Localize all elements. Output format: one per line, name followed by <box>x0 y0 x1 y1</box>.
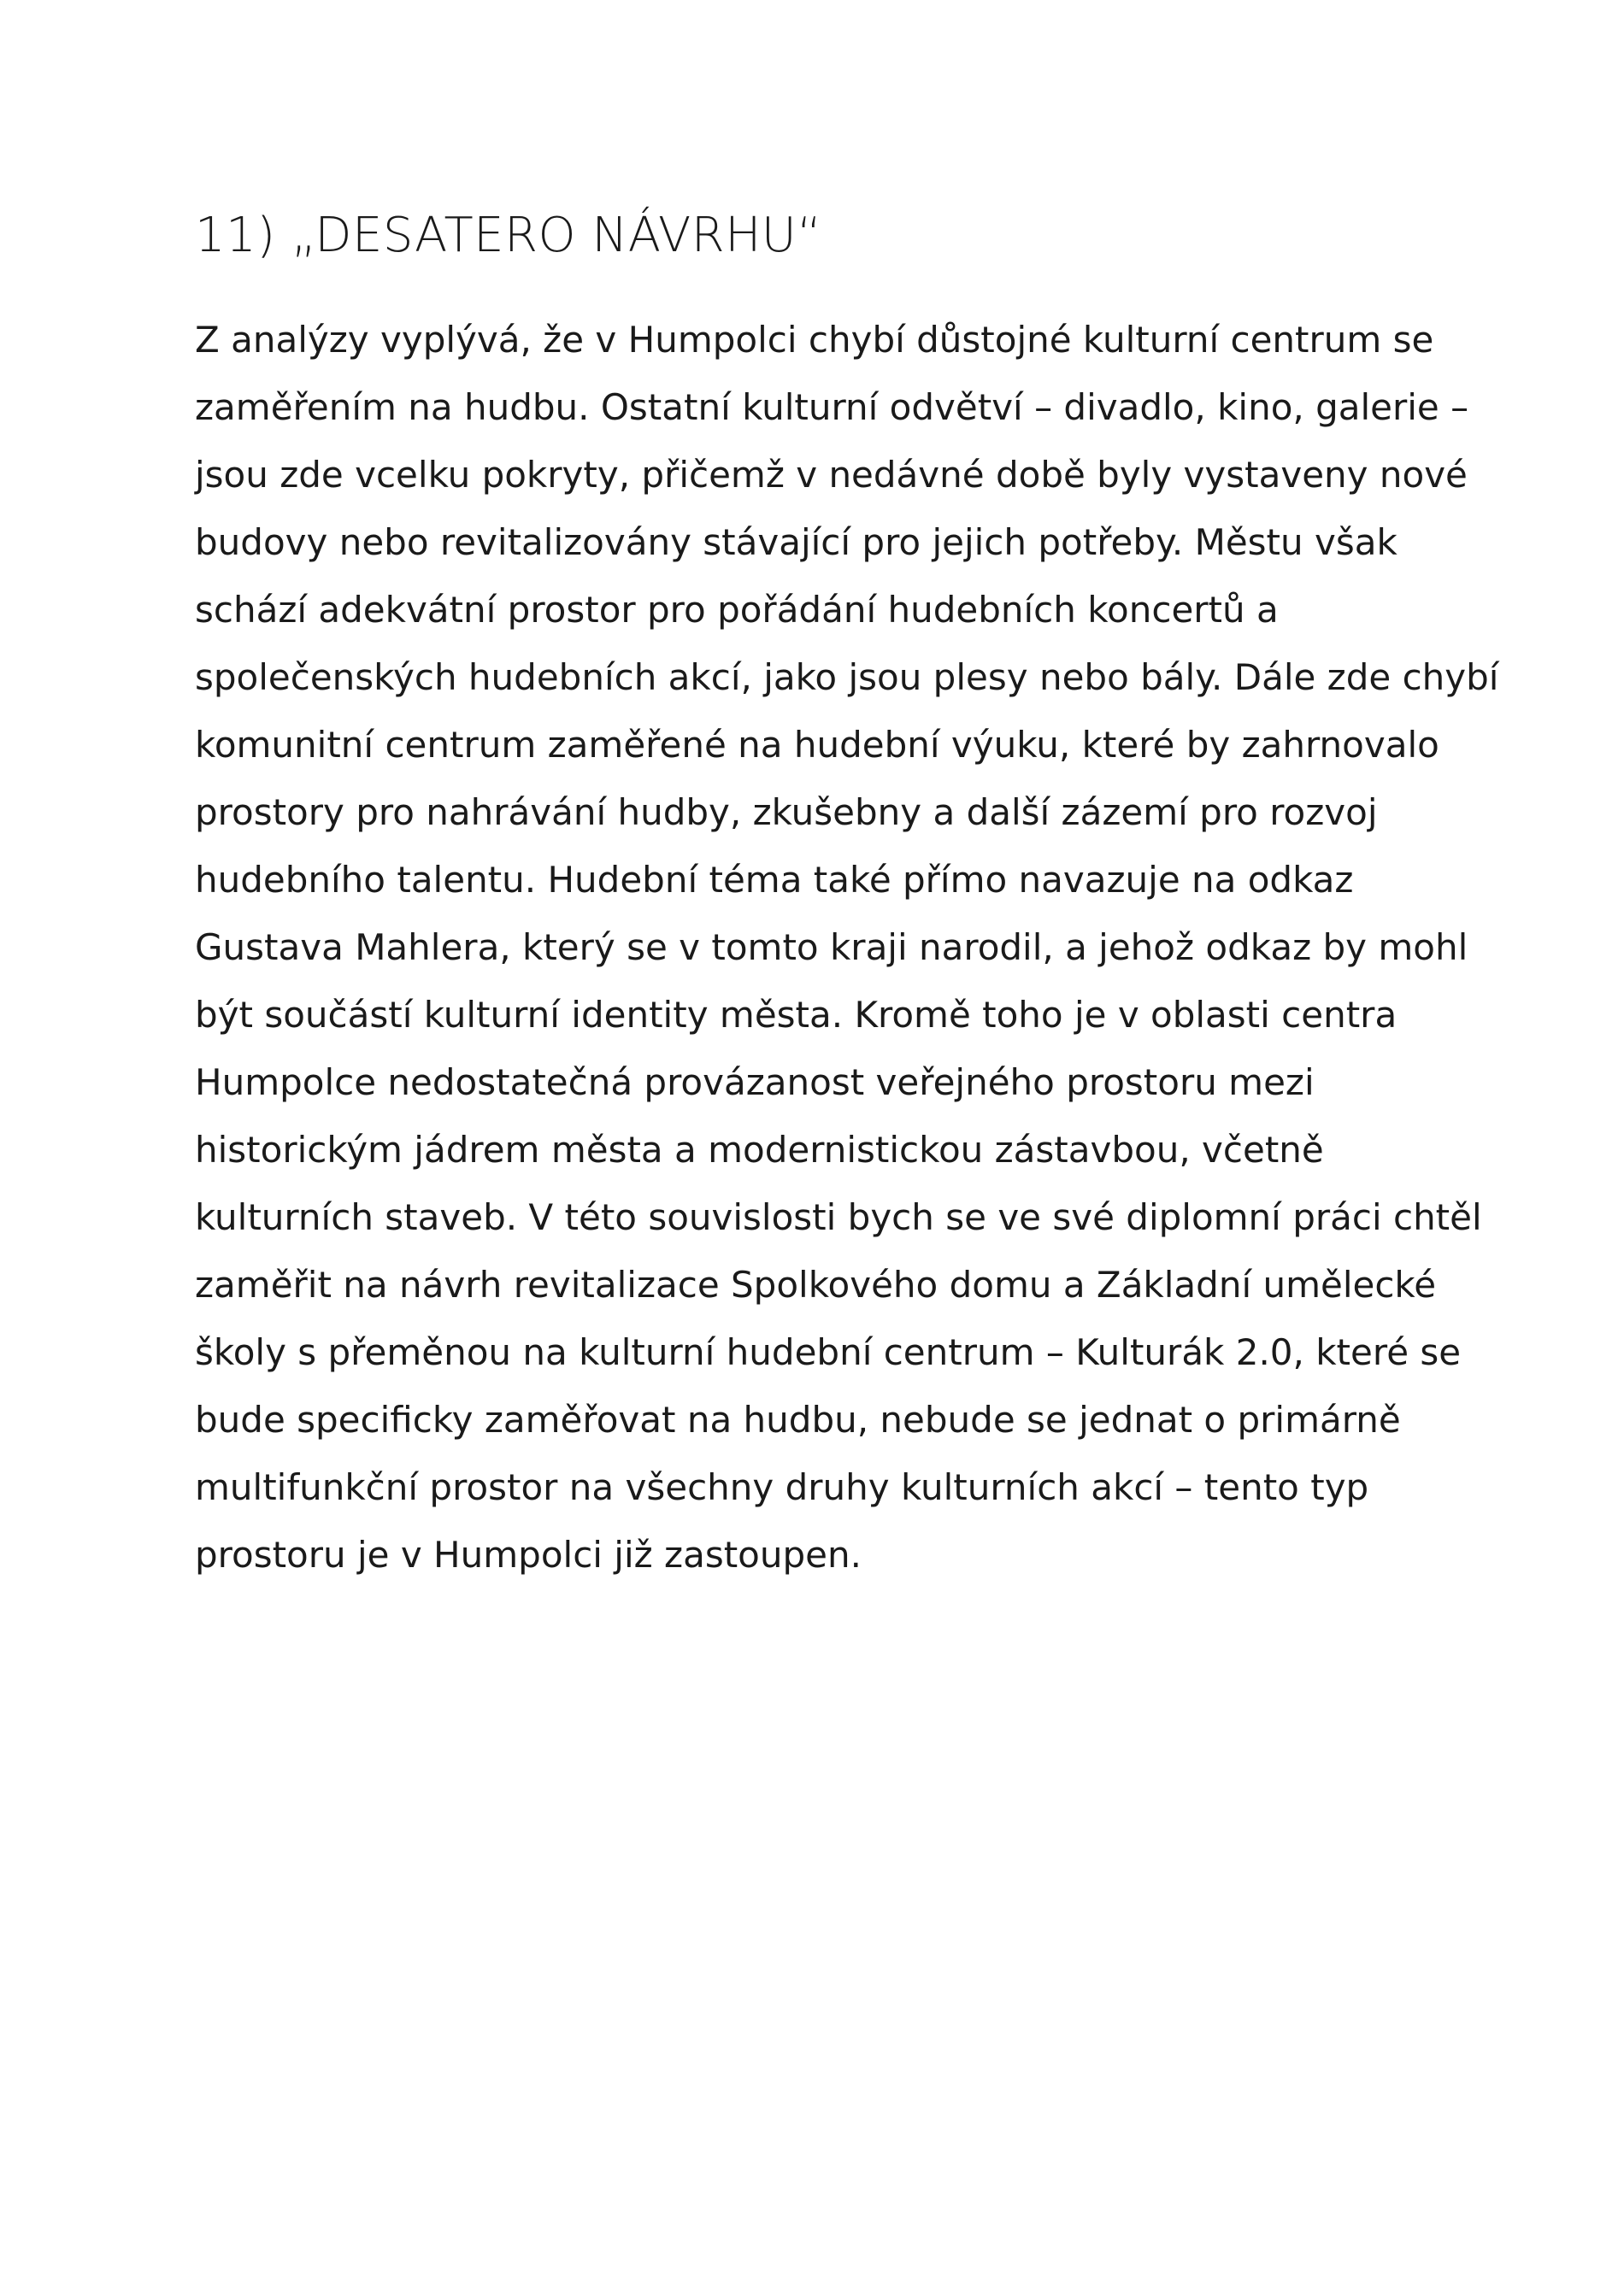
paragraph-line: historickým jádrem města a modernistickou zástavbou, včetně <box>195 1129 1324 1171</box>
paragraph-line: zaměřit na návrh revitalizace Spolkového domu a Základní umělecké <box>195 1264 1437 1306</box>
paragraph-line: Gustava Mahlera, který se v tomto kraji narodil, a jehož odkaz by mohl <box>195 926 1468 968</box>
paragraph-line: školy s přeměnou na kulturní hudební centrum – Kulturák 2.0, které se <box>195 1331 1462 1373</box>
paragraph-line: Humpolce nedostatečná provázanost veřejného prostoru mezi <box>195 1061 1315 1103</box>
paragraph-line: kulturních staveb. V této souvislosti bych se ve své diplomní práci chtěl <box>195 1196 1482 1238</box>
paragraph-line: jsou zde vcelku pokryty, přičemž v nedávné době byly vystaveny nové <box>195 454 1468 496</box>
paragraph-line: prostory pro nahrávání hudby, zkušebny a další zázemí pro rozvoj <box>195 791 1378 833</box>
paragraph-line: budovy nebo revitalizovány stávající pro jejich potřeby. Městu však <box>195 521 1397 563</box>
paragraph-line: zaměřením na hudbu. Ostatní kulturní odvětví – divadlo, kino, galerie – <box>195 386 1469 428</box>
paragraph-line: prostoru je v Humpolci již zastoupen. <box>195 1534 862 1576</box>
paragraph-line: schází adekvátní prostor pro pořádání hudebních koncertů a <box>195 589 1279 631</box>
paragraph-line: Z analýzy vyplývá, že v Humpolci chybí důstojné kulturní centrum se <box>195 319 1434 361</box>
paragraph-line: komunitní centrum zaměřené na hudební výuku, které by zahrnovalo <box>195 724 1439 766</box>
paragraph-line: bude specificky zaměřovat na hudbu, nebude se jednat o primárně <box>195 1399 1401 1441</box>
paragraph-line: společenských hudebních akcí, jako jsou plesy nebo bály. Dále zde chybí <box>195 656 1499 698</box>
page-title: 11) „DESATERO NÁVRHU“ <box>195 208 822 263</box>
paragraph-line: hudebního talentu. Hudební téma také přímo navazuje na odkaz <box>195 859 1354 901</box>
paragraph-line: multifunkční prostor na všechny druhy kulturních akcí – tento typ <box>195 1466 1369 1508</box>
body-paragraph <box>195 306 1499 1588</box>
paragraph-line: být součástí kulturní identity města. Kromě toho je v oblasti centra <box>195 994 1397 1036</box>
